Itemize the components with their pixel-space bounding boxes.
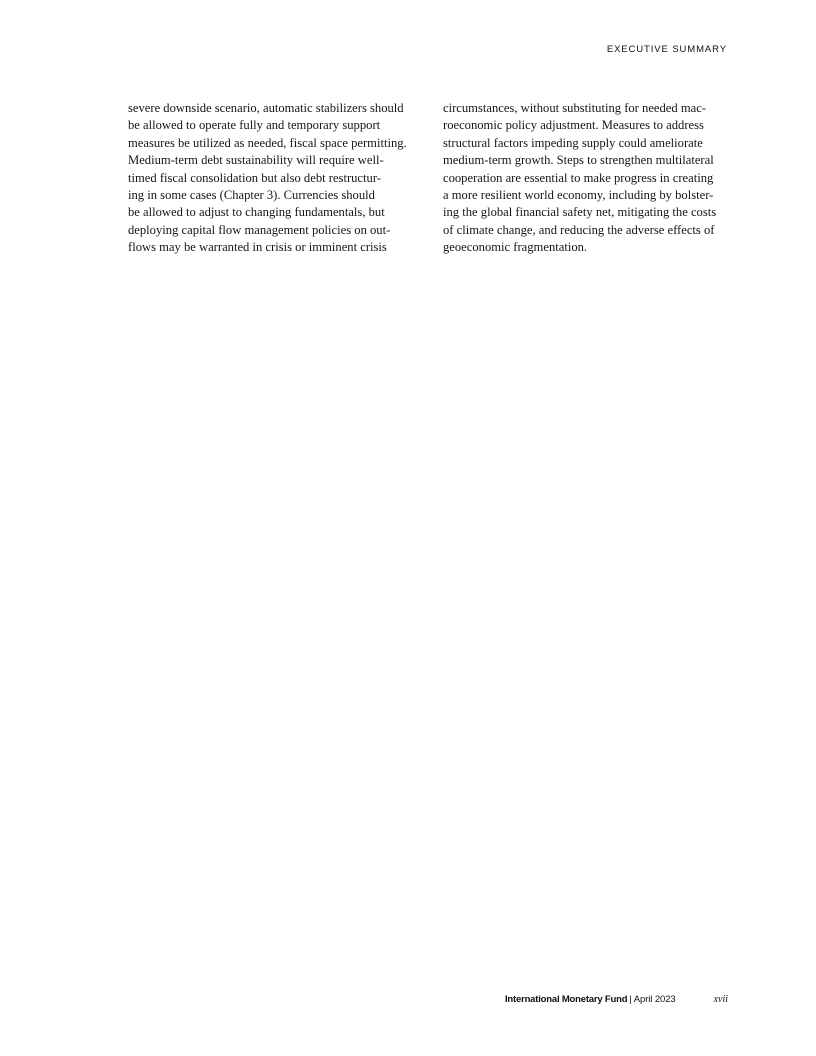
- running-head: EXECUTIVE SUMMARY: [606, 44, 727, 55]
- body-text-line: ing the global financial safety net, mitigating the costs: [443, 205, 717, 220]
- body-text-line: timed fiscal consolidation but also debt restructur-: [128, 170, 381, 185]
- page-number: xvii: [713, 994, 728, 1005]
- footer-publisher: International Monetary Fund: [504, 994, 628, 1005]
- body-text-line: structural factors impeding supply could ameliorate: [443, 135, 703, 150]
- body-text-line: flows may be warranted in crisis or imminent crisis: [128, 240, 387, 255]
- body-text-line: be allowed to adjust to changing fundamentals, but: [128, 205, 385, 220]
- body-text-line: circumstances, without substituting for needed mac-: [443, 101, 706, 115]
- page-footer: [505, 994, 728, 1005]
- body-text-line: of climate change, and reducing the adverse effects of: [443, 222, 715, 237]
- body-column-right: [443, 100, 725, 257]
- body-text-line: be allowed to operate fully and temporary support: [128, 118, 381, 133]
- body-text-line: cooperation are essential to make progress in creating: [443, 170, 714, 185]
- body-text-line: measures be utilized as needed, fiscal space permitting.: [128, 135, 407, 150]
- body-text-line: roeconomic policy adjustment. Measures to address: [443, 118, 704, 133]
- body-text-line: severe downside scenario, automatic stabilizers should: [128, 101, 404, 115]
- body-text-line: deploying capital flow management policies on out-: [128, 222, 391, 237]
- body-text-line: geoeconomic fragmentation.: [443, 240, 588, 255]
- footer-date: April 2023: [633, 994, 676, 1005]
- footer-separator: |: [629, 994, 632, 1005]
- body-column-left: [128, 100, 410, 257]
- body-text-line: Medium-term debt sustainability will require well-: [128, 153, 384, 168]
- body-text-line: a more resilient world economy, including by bolster-: [443, 188, 714, 203]
- body-text-line: medium-term growth. Steps to strengthen multilateral: [443, 153, 714, 168]
- body-text-line: ing in some cases (Chapter 3). Currencies should: [128, 188, 375, 203]
